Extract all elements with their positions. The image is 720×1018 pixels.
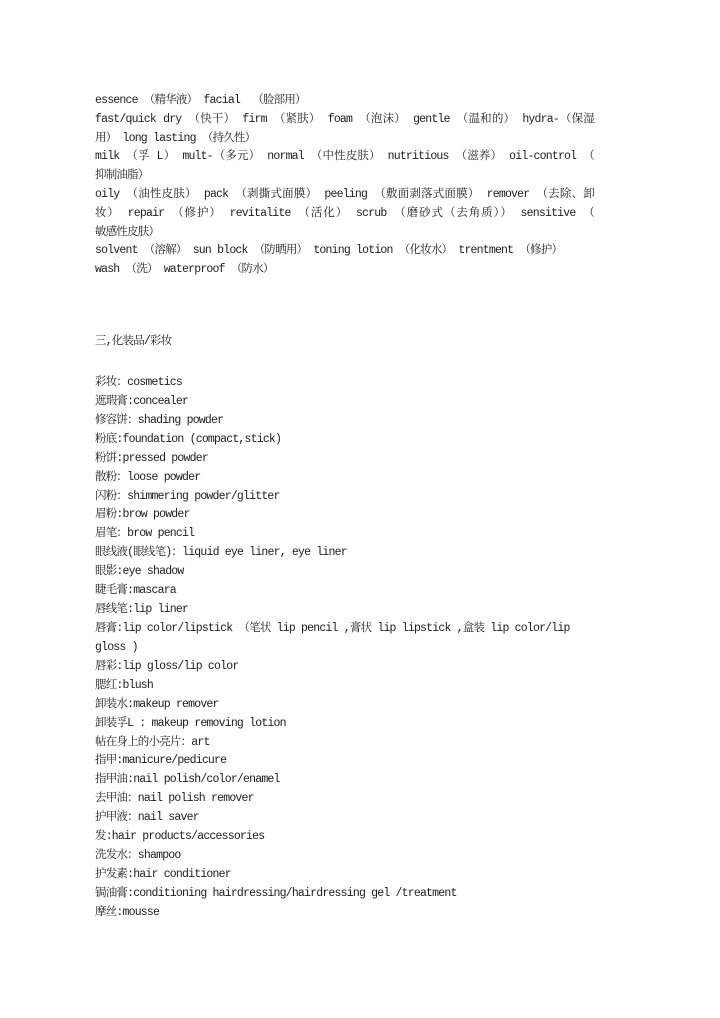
glossary-line: 敏感性皮肤） (95, 225, 160, 239)
term-line: 洗发水：shampoo (95, 849, 181, 863)
section-heading: 三,化装品/彩妆 (95, 335, 172, 348)
term-line-continuation: gloss ) (95, 640, 138, 654)
term-line: 摩丝:mousse (95, 905, 160, 919)
term-line: 发:hair products/accessories (95, 830, 265, 844)
term-line: 护发素:hair conditioner (95, 867, 231, 881)
term-line: 锔油膏:conditioning hairdressing/hairdressing gel /treatment (95, 886, 457, 900)
term-line: 眉笔：brow pencil (95, 527, 195, 541)
term-line: 粉底:foundation (compact,stick) (95, 432, 282, 446)
term-line: 唇彩:lip gloss/lip color (95, 659, 239, 673)
glossary-line: fast/quick dry （快干） firm （紧肤） foam （泡沫） gentle （温和的） hydra-（保湿 (95, 112, 594, 126)
glossary-line: 用） long lasting （持久性） (95, 131, 256, 145)
term-line: 修容饼：shading powder (95, 413, 224, 427)
term-line: 唇膏:lip color/lipstick （笔状 lip pencil ,膏状 lip lipstick ,盒装 lip color/lip (95, 621, 570, 635)
term-line: 卸装水:makeup remover (95, 697, 219, 711)
skincare-glossary (95, 92, 594, 280)
term-line: 闪粉：shimmering powder/glitter (95, 489, 280, 503)
term-line: 护甲液：nail saver (95, 811, 199, 825)
term-line: 彩妆：cosmetics (95, 376, 183, 389)
term-line: 眼影:eye shadow (95, 565, 184, 579)
term-line: 眉粉:brow powder (95, 508, 190, 522)
term-line: 唇线笔:lip liner (95, 603, 189, 617)
glossary-line: milk （孚 L） mult-（多元） normal （中性皮肤） nutritious （滋养） oil-control （ (95, 150, 594, 164)
glossary-line: 妆） repair （修护） revitalite （活化） scrub （磨砂式（去角质）） sensitive （ (95, 206, 594, 220)
glossary-line: wash （洗） waterproof （防水） (95, 263, 274, 277)
glossary-line: solvent （溶解） sun block （防晒用） toning lotion （化妆水） trentment （修护） (95, 244, 563, 258)
term-line: 遮瑕膏:concealer (95, 394, 189, 408)
term-line: 指甲:manicure/pedicure (95, 754, 227, 768)
term-line: 指甲油:nail polish/color/enamel (95, 773, 280, 787)
term-line: 粉饼:pressed powder (95, 451, 208, 465)
term-line: 散粉：loose powder (95, 470, 201, 484)
term-line: 眼线液(眼线笔)：liquid eye liner, eye liner (95, 546, 347, 560)
cosmetics-term-list (95, 374, 695, 923)
glossary-line: oily （油性皮肤） pack （剥撕式面膜） peeling （敷面剥落式面膜） remover （去除、卸 (95, 187, 594, 201)
term-line: 腮红:blush (95, 678, 154, 692)
term-line: 去甲油：nail polish remover (95, 792, 254, 806)
term-line: 睫毛膏:mascara (95, 584, 176, 598)
term-line: 帖在身上的小亮片：art (95, 735, 210, 749)
glossary-line: 抑制油脂） (95, 169, 149, 183)
glossary-line: essence （精华液） facial （脸部用） (95, 94, 306, 107)
term-line: 卸装孚L : makeup removing lotion (95, 716, 286, 730)
